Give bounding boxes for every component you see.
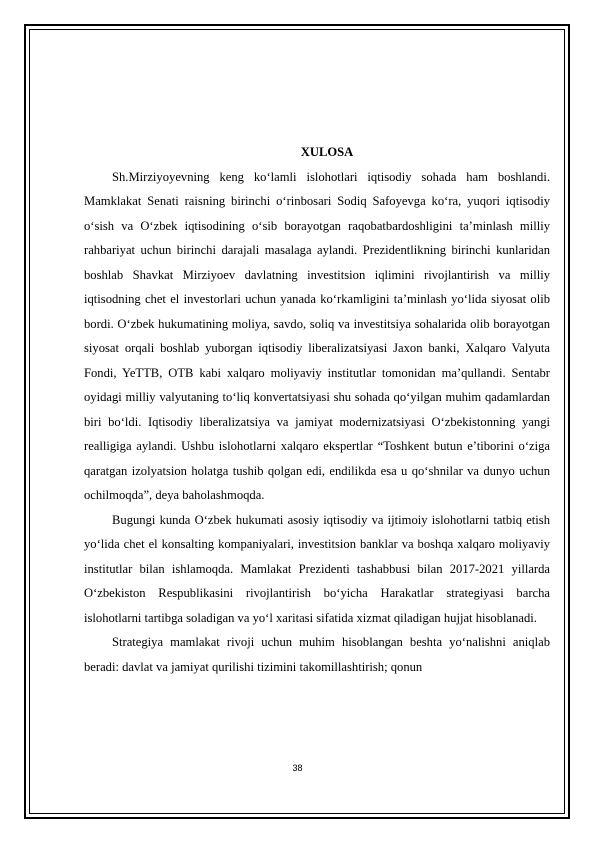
document-body	[84, 140, 550, 679]
paragraph-1: Sh.Mirziyoyevning keng ko‘lamli islohotlari iqtisodiy sohada ham boshlandi. Mamklakat Senati raisning birinchi o‘rinbosari Sodiq Safoyevga ko‘ra, yuqori iqtisodiy o‘sish va O‘zbek iqtisodining o‘sib borayotgan raqobatbardoshligini ta’minlash milliy rahbariyat uchun birinchi darajali masalaga aylandi. Prezidentlikning birinchi kunlaridan boshlab Shavkat Mirziyoev davlatning investitsion iqlimini rivojlantirish va milliy iqtisodning chet el investorlari uchun yanada ko‘rkamligini ta’minlash yo‘lida siyosat olib bordi. O‘zbek hukumatining moliya, savdo, soliq va investitsiya sohalarida olib borayotgan siyosat orqali boshlab yuborgan iqtisodiy liberalizatsiyasi Jaxon banki, Xalqaro Valyuta Fondi, YeTTB, OTB kabi xalqaro moliyaviy institutlar tomonidan ma’qullandi. Sentabr oyidagi milliy valyutaning to‘liq konvertatsiyasi shu sohada qo‘yilgan muhim qadamlardan biri bo‘ldi. Iqtisodiy liberalizatsiya va jamiyat modernizatsiyasi O‘zbekistonning yangi realligiga aylandi. Ushbu islohotlarni xalqaro ekspertlar “Toshkent butun e’tiborini o‘ziga qaratgan izolyatsion holatga tushib qolgan edi, endilikda esa u qo‘shnilar va dunyo uchun ochilmoqda”, deya baholashmoqda.	[84, 169, 550, 502]
paragraph-2: Bugungi kunda O‘zbek hukumati asosiy iqtisodiy va ijtimoiy islohotlarni tatbiq etish yo‘lida chet el konsalting kompaniyalari, investitsion banklar va boshqa xalqaro moliyaviy institutlar bilan ishlamoqda. Mamlakat Prezidenti tashabbusi bilan 2017-2021 yillarda O‘zbekiston Respublikasini rivojlantirish bo‘yicha Harakatlar strategiyasi barcha islohotlarni tartibga soladigan va yo‘l xaritasi sifatida xizmat qiladigan hujjat hisoblanadi.	[84, 512, 550, 625]
paragraph-3: Strategiya mamlakat rivoji uchun muhim hisoblangan beshta yo‘nalishni aniqlab beradi: davlat va jamiyat qurilishi tizimini takomillashtirish; qonun	[84, 635, 550, 674]
section-title: XULOSA	[300, 145, 354, 159]
page-number: 38	[292, 763, 303, 773]
